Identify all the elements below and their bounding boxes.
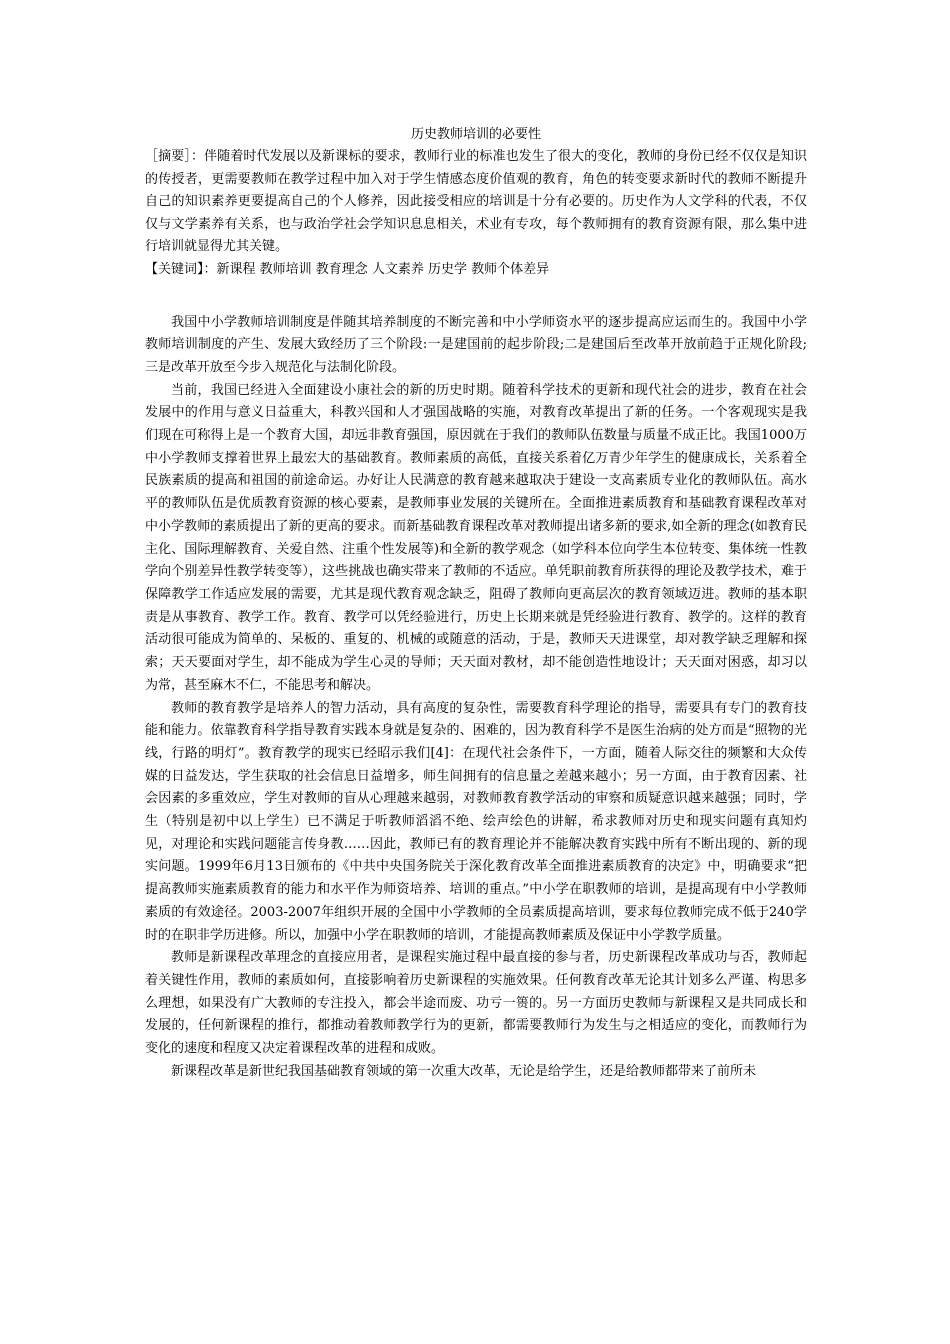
body-paragraph: 当前，我国已经进入全面建设小康社会的新的历史时期。随着科学技术的更新和现代社会的进步，教育在社会发展中的作用与意义日益重大，科教兴国和人才强国战略的实施，对教育改革提出了新的任务。一个客观现实是我们现在可称得上是一个教育大国，却远非教育强国，原因就在于我们的教师队伍数量与质量不成正比。我国1000万中小学教师支撑着世界上最宏大的基础教育。教师素质的高低，直接关系着亿万青少年学生的健康成长，关系着全民族素质的提高和祖国的前途命运。办好让人民满意的教育越来越取决于建设一支高素质专业化的教师队伍。高水平的教师队伍是优质教育资源的核心要素，是教师事业发展的关键所在。全面推进素质教育和基础教育课程改革对中小学教师的素质提出了新的更高的要求。而新基础教育课程改革对教师提出诸多新的要求,如全新的理念(如教育民主化、国际理解教育、关爱自然、注重个性发展等)和全新的教学观念（如学科本位向学生本位转变、集体统一性教学向个别差异性教学转变等），这些挑战也确实带来了教师的不适应。单凭职前教育所获得的理论及教学技术，难于保障教学工作适应发展的需要，尤其是现代教育观念缺乏，阻碍了教师向更高层次的教育领域迈进。教师的基本职责是从事教育、教学工作。教育、教学可以凭经验进行，历史上长期来就是凭经验进行教育、教学的。这样的教育活动很可能成为简单的、呆板的、重复的、机械的或随意的活动，于是，教师天天进课堂，却对教学缺乏理解和探索；天天要面对学生，却不能成为学生心灵的导师；天天面对教材，却不能创造性地设计；天天面对困惑，却习以为常，甚至麻木不仁，不能思考和解决。 bbox=[145, 382, 807, 693]
document-page bbox=[145, 124, 807, 1083]
body-paragraph: 新课程改革是新世纪我国基础教育领域的第一次重大改革，无论是给学生，还是给教师都带来了前所未 bbox=[171, 1063, 757, 1079]
blank-line bbox=[145, 282, 807, 312]
document-title: 历史教师培训的必要性 bbox=[410, 127, 541, 142]
keywords-text: 新课程 教师培训 教育理念 人文素养 历史学 教师个体差异 bbox=[216, 261, 550, 277]
body-paragraph: 教师是新课程改革理念的直接应用者，是课程实施过程中最直接的参与者，历史新课程改革成功与否，教师起着关键性作用，教师的素质如何，直接影响着历史新课程的实施效果。任何教育改革无论其计划多么严谨、构思多么理想，如果没有广大教师的专注投入，都会半途而废、功亏一篑的。另一方面历史教师与新课程又是共同成长和发展的，任何新课程的推行，都推动着教师教学行为的更新，都需要教师行为发生与之相适应的变化，而教师行为变化的速度和程度又决定着课程改革的进程和成败。 bbox=[145, 950, 807, 1057]
body-paragraph: 教师的教育教学是培养人的智力活动，具有高度的复杂性，需要教育科学理论的指导，需要具有专门的教育技能和能力。依靠教育科学指导教育实践本身就是复杂的、困难的，因为教育科学不是医生治病的处方而是“照物的光线，行路的明灯”。教育教学的现实已经昭示我们[4]：在现代社会条件下，一方面，随着人际交往的频繁和大众传媒的日益发达，学生获取的社会信息日益增多，师生间拥有的信息量之差越来越小；另一方面，由于教育因素、社会因素的多重效应，学生对教师的盲从心理越来越弱，对教师教育教学活动的审察和质疑意识越来越强；同时，学生（特别是初中以上学生）已不满足于听教师滔滔不绝、绘声绘色的讲解，希求教师对历史和现实问题有真知灼见，对理论和实践问题能言传身教……因此，教师已有的教育理论并不能解决教育实践中所有不断出现的、新的现实问题。1999年6月13日颁布的《中共中央国务院关于深化教育改革全面推进素质教育的决定》中，明确要求“把提高教师实施素质教育的能力和水平作为师资培养、培训的重点。”中小学在职教师的培训，是提高现有中小学教师素质的有效途径。2003-2007年组织开展的全国中小学教师的全员素质提高培训，要求每位教师完成不低于240学时的在职非学历进修。所以，加强中小学在职教师的培训，才能提高教师素质及保证中小学教学质量。 bbox=[145, 700, 807, 943]
keywords-label: 【关键词】： bbox=[145, 261, 217, 277]
body-paragraph: 我国中小学教师培训制度是伴随其培养制度的不断完善和中小学师资水平的逐步提高应运而生的。我国中小学教师培训制度的产生、发展大致经历了三个阶段:一是建国前的起步阶段;二是建国后至改革开放前趋于正规化阶段;三是改革开放至今步入规范化与法制化阶段。 bbox=[145, 314, 807, 375]
abstract: ［摘要］：伴随着时代发展以及新课标的要求，教师行业的标准也发生了很大的变化，教师的身份已经不仅仅是知识的传授者，更需要教师在教学过程中加入对于学生情感态度价值观的教育，角色的转变要求新时代的教师不断提升自己的知识素养更要提高自己的个人修养，因此接受相应的培训是十分有必要的。历史作为人文学科的代表，不仅仅与文学素养有关系，也与政治学社会学知识息息相关，术业有专攻，每个教师拥有的教育资源有限，那么集中进行培训就显得尤其关键。 bbox=[145, 149, 807, 255]
keywords-line bbox=[145, 259, 807, 282]
